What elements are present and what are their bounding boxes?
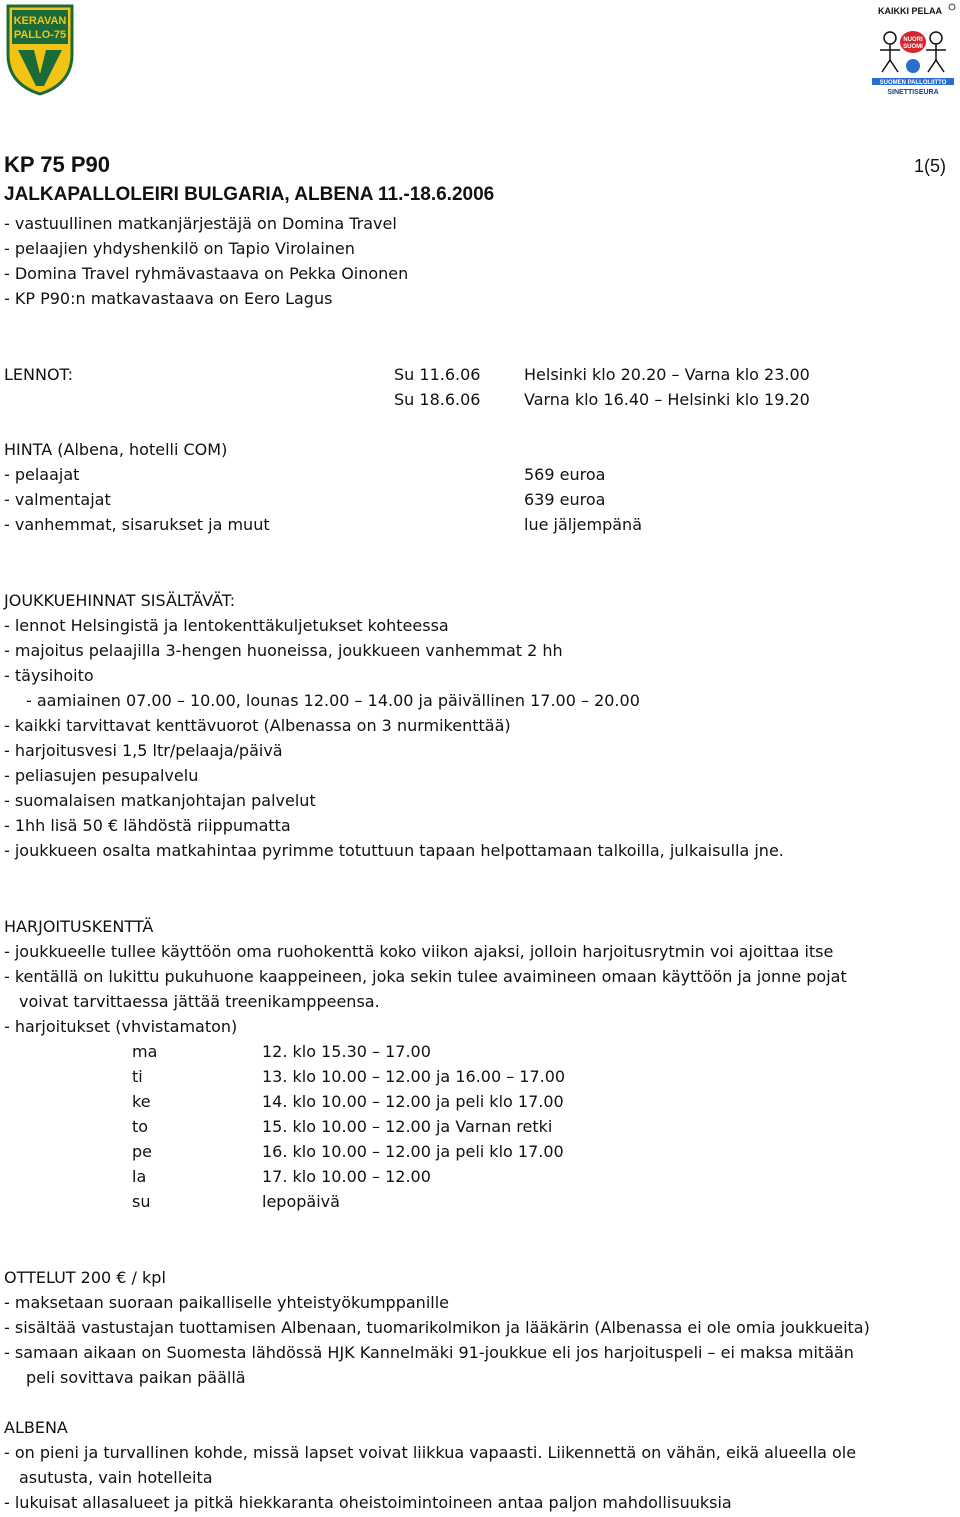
document-subtitle: JALKAPALLOLEIRI BULGARIA, ALBENA 11.-18.6.2006 (4, 184, 495, 205)
albena-heading: ALBENA (4, 1418, 68, 1437)
includes-heading: JOUKKUEHINNAT SISÄLTÄVÄT: (4, 591, 236, 610)
schedule-time: 16. klo 10.00 – 12.00 ja peli klo 17.00 (262, 1142, 564, 1161)
matches-text (4, 1290, 870, 1390)
flights-label: LENNOT: (4, 365, 73, 384)
svg-text:SUOMI: SUOMI (903, 44, 923, 50)
list-item: - 1hh lisä 50 € lähdöstä riippumatta (4, 816, 291, 835)
price-value: lue jäljempänä (524, 515, 642, 534)
schedule-day: la (132, 1167, 147, 1186)
schedule-day: ti (132, 1067, 143, 1086)
schedule-row (132, 1039, 565, 1064)
schedule-row (132, 1164, 565, 1189)
list-item: - täysihoito (4, 666, 94, 685)
list-item: - lennot Helsingistä ja lentokenttäkuljetukset kohteessa (4, 616, 449, 635)
schedule-row (132, 1114, 565, 1139)
text-line: asutusta, vain hotelleita (19, 1468, 213, 1487)
contact-line: - vastuullinen matkanjärjestäjä on Domina Travel (4, 214, 397, 233)
list-item: - joukkueen osalta matkahintaa pyrimme totuttuun tapaan helpottamaan talkoilla, julkaisulla jne. (4, 841, 784, 860)
page-number: 1(5) (914, 156, 947, 176)
text-line: - kentällä on lukittu pukuhuone kaappeineen, joka sekin tulee avaimineen omaan käyttöön ja jonne pojat (4, 967, 847, 986)
price-label: - pelaajat (4, 465, 80, 484)
matches-heading: OTTELUT 200 € / kpl (4, 1268, 166, 1287)
schedule-time: lepopäivä (262, 1192, 340, 1211)
schedule-time: 14. klo 10.00 – 12.00 ja peli klo 17.00 (262, 1092, 564, 1111)
list-item: - kaikki tarvittavat kenttävuorot (Albenassa on 3 nurmikenttää) (4, 716, 511, 735)
schedule-row (132, 1189, 565, 1214)
svg-text:PALLO-75: PALLO-75 (13, 29, 67, 41)
albena-text (4, 1440, 856, 1515)
schedule-day: su (132, 1192, 151, 1211)
text-line: - harjoitukset (vhvistamaton) (4, 1017, 238, 1036)
schedule-time: 12. klo 15.30 – 17.00 (262, 1042, 431, 1061)
schedule-day: ma (132, 1042, 158, 1061)
svg-text:KAIKKI PELAA: KAIKKI PELAA (877, 6, 943, 16)
schedule-time: 15. klo 10.00 – 12.00 ja Varnan retki (262, 1117, 553, 1136)
list-item: - harjoitusvesi 1,5 ltr/pelaaja/päivä (4, 741, 283, 760)
keravan-pallo-logo (4, 4, 76, 96)
svg-text:SINETTISEURA: SINETTISEURA (887, 89, 939, 96)
kaikki-pelaa-logo (870, 2, 956, 96)
contact-line: - Domina Travel ryhmävastaava on Pekka Oinonen (4, 264, 409, 283)
flight-route: Helsinki klo 20.20 – Varna klo 23.00 (524, 365, 810, 384)
schedule-day: ke (132, 1092, 151, 1111)
schedule-row (132, 1139, 565, 1164)
list-item: - suomalaisen matkanjohtajan palvelut (4, 791, 316, 810)
text-line: - samaan aikaan on Suomesta lähdössä HJK Kannelmäki 91-joukkue eli jos harjoituspeli – ei maksa mitään (4, 1343, 854, 1362)
schedule-day: pe (132, 1142, 152, 1161)
svg-text:NUORI: NUORI (903, 37, 923, 43)
text-line: - on pieni ja turvallinen kohde, missä lapset voivat liikkua vapaasti. Liikennettä on vähän, eikä alueella ole (4, 1443, 857, 1462)
flight-route: Varna klo 16.40 – Helsinki klo 19.20 (524, 390, 810, 409)
list-item: - majoitus pelaajilla 3-hengen huoneissa, joukkueen vanhemmat 2 hh (4, 641, 563, 660)
schedule-row (132, 1089, 565, 1114)
flight-date: Su 11.6.06 (394, 365, 481, 384)
text-line: peli sovittava paikan päällä (26, 1368, 246, 1387)
price-value: 639 euroa (524, 490, 606, 509)
list-item: - aamiainen 07.00 – 10.00, lounas 12.00 – 14.00 ja päivällinen 17.00 – 20.00 (26, 691, 640, 710)
training-heading: HARJOITUSKENTTÄ (4, 917, 154, 936)
training-schedule (132, 1039, 565, 1214)
contact-line: - pelaajien yhdyshenkilö on Tapio Virolainen (4, 239, 355, 258)
svg-text:KERAVAN: KERAVAN (13, 15, 67, 27)
training-text (4, 939, 847, 1039)
text-line: - joukkueelle tullee käyttöön oma ruohokenttä koko viikon ajaksi, jolloin harjoitusrytmin voi ajoittaa itse (4, 942, 834, 961)
schedule-day: to (132, 1117, 149, 1136)
contact-line: - KP P90:n matkavastaava on Eero Lagus (4, 289, 333, 308)
text-line: - lukuisat allasalueet ja pitkä hiekkaranta oheistoimintoineen antaa paljon mahdollisuuksia (4, 1493, 732, 1512)
schedule-row (132, 1064, 565, 1089)
text-line: - sisältää vastustajan tuottamisen Albenaan, tuomarikolmikon ja lääkärin (Albenassa ei ole omia joukkueita) (4, 1318, 870, 1337)
schedule-time: 13. klo 10.00 – 12.00 ja 16.00 – 17.00 (262, 1067, 566, 1086)
price-value: 569 euroa (524, 465, 606, 484)
text-line: voivat tarvittaessa jättää treenikamppeensa. (19, 992, 380, 1011)
price-heading: HINTA (Albena, hotelli COM) (4, 440, 228, 459)
contact-list (4, 211, 408, 311)
list-item: - peliasujen pesupalvelu (4, 766, 199, 785)
text-line: - maksetaan suoraan paikalliselle yhteistyökumppanille (4, 1293, 449, 1312)
includes-list (4, 613, 784, 863)
schedule-time: 17. klo 10.00 – 12.00 (262, 1167, 431, 1186)
document-title: KP 75 P90 (4, 152, 111, 177)
price-label: - vanhemmat, sisarukset ja muut (4, 515, 270, 534)
price-label: - valmentajat (4, 490, 111, 509)
flight-date: Su 18.6.06 (394, 390, 481, 409)
svg-text:SUOMEN PALLOLIITTO: SUOMEN PALLOLIITTO (879, 80, 947, 86)
